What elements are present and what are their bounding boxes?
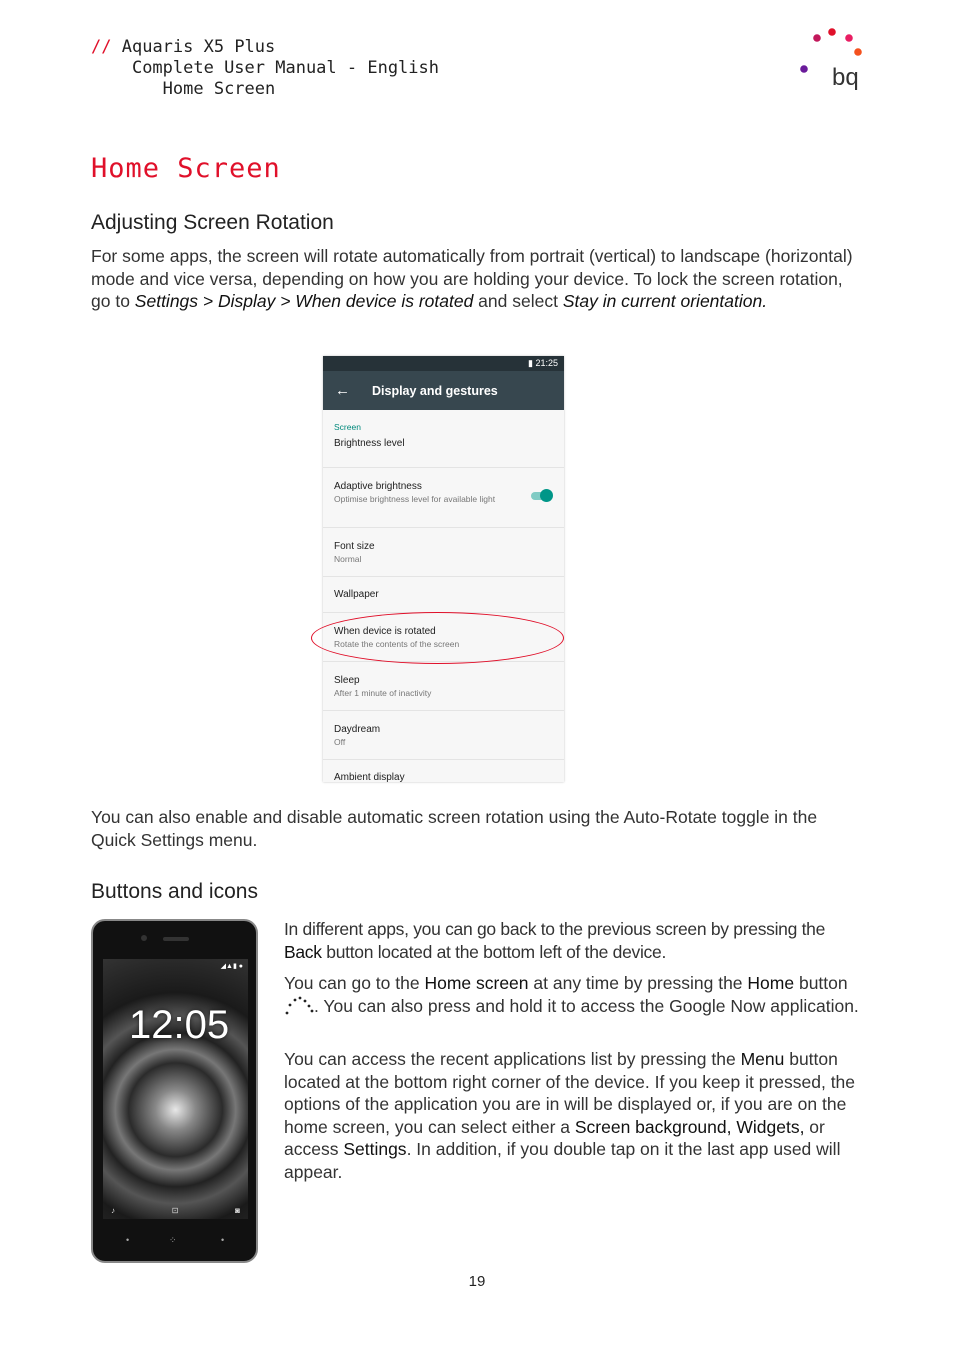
- breadcrumb-slashes: //: [91, 37, 112, 57]
- setting-title: Daydream: [334, 724, 381, 735]
- section-heading-buttons: Buttons and icons: [91, 880, 258, 903]
- logo-text: bq: [832, 64, 859, 91]
- setting-adaptive-brightness[interactable]: [323, 468, 564, 528]
- phone-clock: 12:05: [129, 1003, 230, 1047]
- settings-path: Settings > Display > When device is rotated: [134, 291, 474, 311]
- setting-subtitle: Off: [334, 737, 346, 747]
- setting-title: When device is rotated: [334, 626, 436, 637]
- menu-text-d: . In addition, if you double tap on it the last app used will appear.: [284, 1139, 841, 1182]
- menu-text-c: or access: [284, 1116, 825, 1159]
- breadcrumb-chapter: Home Screen: [162, 79, 276, 99]
- adaptive-brightness-toggle[interactable]: [531, 492, 551, 500]
- phone-status-icons: ◢▲▮ ●: [220, 963, 243, 970]
- menu-paragraph: [284, 1048, 864, 1183]
- auto-rotate-paragraph: You can also enable and disable automatic screen rotation using the Auto-Rotate toggle in the Quick Settings menu.: [91, 807, 818, 850]
- phone-screen: [103, 959, 248, 1219]
- back-keyword: Back: [284, 941, 322, 962]
- setting-subtitle: Rotate the contents of the screen: [334, 639, 460, 649]
- home-button-icon: ⁘: [169, 1235, 177, 1245]
- setting-title: Sleep: [334, 675, 360, 686]
- speaker-grille: [163, 937, 189, 941]
- bq-logo: [796, 27, 866, 97]
- setting-subtitle: After 1 minute of inactivity: [334, 688, 432, 698]
- status-bar: ▮ 21:25: [323, 356, 564, 371]
- page-title: Home Screen: [91, 153, 281, 184]
- home-text-b: at any time by pressing the: [528, 973, 748, 993]
- app-bar-title: Display and gestures: [372, 383, 498, 398]
- back-button-icon: •: [126, 1235, 130, 1245]
- breadcrumb-product: Aquaris X5 Plus: [121, 37, 276, 57]
- setting-ambient-display[interactable]: [323, 760, 564, 782]
- setting-title: Ambient display: [334, 772, 405, 782]
- back-arrow-icon[interactable]: ←: [335, 382, 350, 399]
- menu-text-b: button located at the bottom right corner of the device. If you keep it pressed, the options of the application you are in will be displayed or, if you are on the home screen, you can select either a: [284, 1049, 856, 1137]
- phone-device-image: [91, 919, 258, 1263]
- setting-brightness-level[interactable]: [323, 433, 564, 468]
- rotation-text-a: For some apps, the screen will rotate automatically from portrait (vertical) to landscape (horizontal) mode and vice versa, depending on how you are holding your device. To lock the screen rotation, go to: [91, 246, 853, 311]
- back-text-a: In different apps, you can go back to the previous screen by pressing the: [284, 919, 826, 939]
- breadcrumb-manual: Complete User Manual - English: [131, 58, 439, 78]
- rotation-paragraph: [91, 245, 866, 313]
- page-number: 19: [468, 1273, 486, 1290]
- back-text-b: button located at the bottom left of the device.: [321, 941, 667, 962]
- app-bar: [323, 371, 564, 410]
- lockscreen-shortcuts: [103, 1206, 248, 1215]
- lock-icon: ⊡: [171, 1206, 179, 1215]
- home-screen-keyword: Home screen: [424, 973, 529, 993]
- home-text-c: button: [794, 973, 848, 993]
- settings-screenshot: [323, 356, 564, 782]
- back-paragraph: [284, 918, 864, 963]
- setting-daydream[interactable]: [323, 711, 564, 760]
- rotation-option: Stay in current orientation.: [562, 291, 768, 311]
- highlight-ellipse: [311, 612, 564, 664]
- home-paragraph: [284, 972, 864, 1017]
- home-text-a: You can go to the: [284, 973, 425, 993]
- setting-title: Brightness level: [334, 438, 405, 449]
- menu-button-icon: •: [221, 1235, 225, 1245]
- setting-title: Adaptive brightness: [334, 481, 422, 492]
- setting-subtitle: Normal: [334, 554, 362, 564]
- setting-wallpaper[interactable]: [323, 577, 564, 613]
- home-dots-icon: [284, 996, 314, 1016]
- microphone-icon: ♪: [111, 1206, 115, 1215]
- front-camera: [141, 935, 147, 941]
- menu-text-a: You can access the recent applications list by pressing the: [284, 1049, 741, 1069]
- settings-keyword: Settings: [343, 1139, 407, 1159]
- setting-title: Font size: [334, 541, 375, 552]
- status-time: 21:25: [535, 358, 558, 368]
- rotation-text-b: and select: [473, 291, 563, 311]
- setting-font-size[interactable]: [323, 528, 564, 577]
- home-keyword: Home: [747, 973, 795, 993]
- menu-keyword: Menu: [740, 1049, 785, 1069]
- section-heading-rotation: Adjusting Screen Rotation: [91, 211, 334, 234]
- setting-sleep[interactable]: [323, 662, 564, 711]
- camera-icon: ◙: [235, 1206, 240, 1215]
- setting-subtitle: Optimise brightness level for available light: [334, 494, 496, 504]
- section-label: Screen: [334, 422, 361, 432]
- setting-title: Wallpaper: [334, 589, 379, 600]
- home-text-d: . You can also press and hold it to access the Google Now application.: [314, 995, 859, 1016]
- breadcrumb: [91, 37, 439, 100]
- screen-background-keyword: Screen background, Widgets,: [574, 1116, 805, 1137]
